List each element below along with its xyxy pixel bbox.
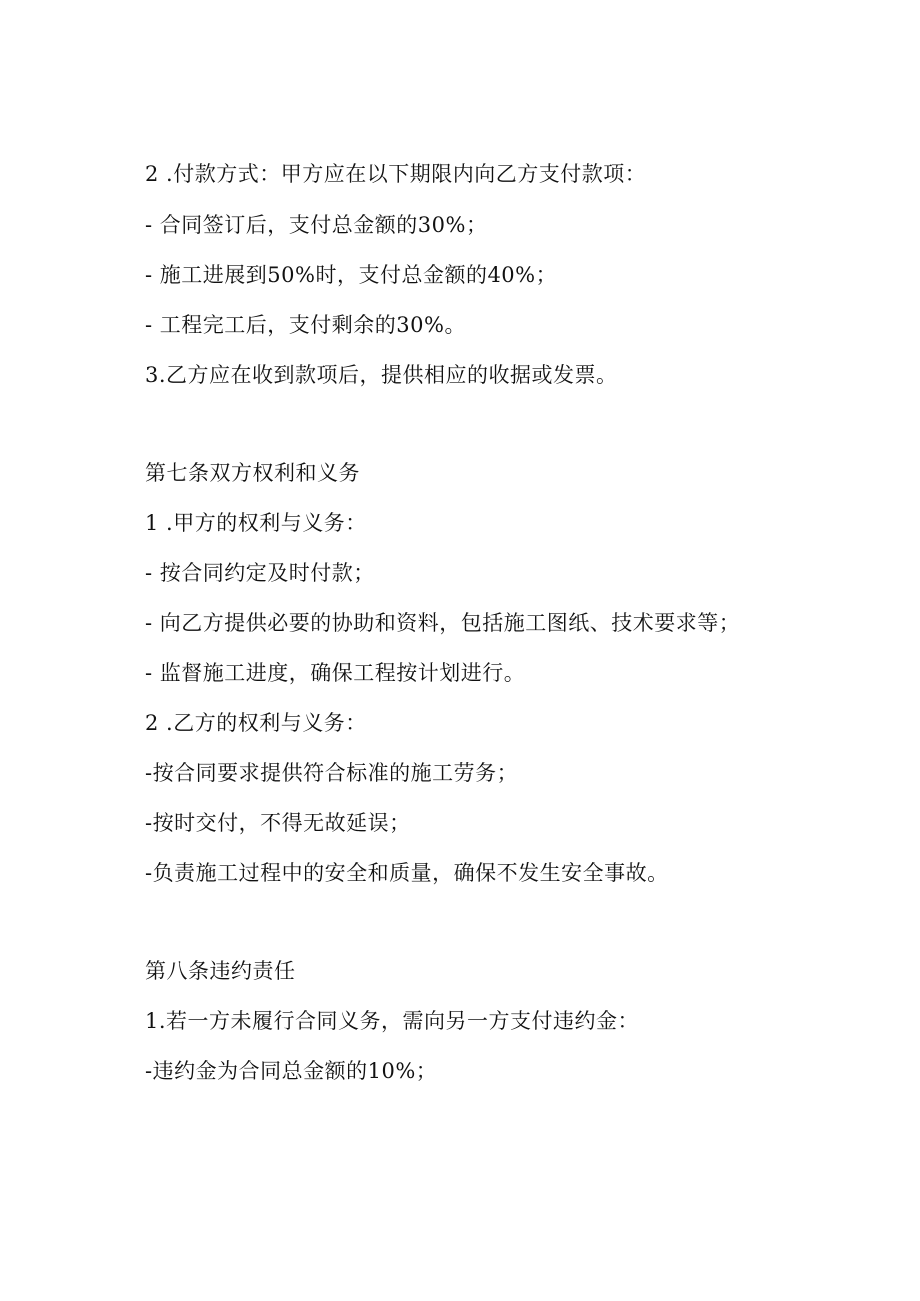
- party-b-rights-heading: 2 .乙方的权利与义务：: [145, 711, 367, 735]
- party-b-item-labor: -按合同要求提供符合标准的施工劳务；: [145, 761, 519, 785]
- party-a-rights-heading: 1 .甲方的权利与义务：: [145, 511, 367, 535]
- party-a-item-assistance: - 向乙方提供必要的协助和资料，包括施工图纸、技术要求等；: [145, 611, 741, 635]
- payment-item-completion: - 工程完工后，支付剩余的30%。: [145, 313, 466, 337]
- payment-item-progress: - 施工进展到50%时，支付总金额的40%；: [145, 263, 558, 287]
- party-b-item-delivery: -按时交付，不得无故延误；: [145, 811, 411, 835]
- payment-method-clause: 2 .付款方式：甲方应在以下期限内向乙方支付款项：: [145, 162, 647, 186]
- article-seven-heading: 第七条双方权利和义务: [145, 461, 360, 485]
- breach-clause: 1.若一方未履行合同义务，需向另一方支付违约金：: [145, 1009, 640, 1033]
- party-a-item-payment: - 按合同约定及时付款；: [145, 561, 375, 585]
- party-b-item-safety: -负责施工过程中的安全和质量，确保不发生安全事故。: [145, 861, 669, 885]
- receipt-clause: 3.乙方应在收到款项后，提供相应的收据或发票。: [145, 363, 618, 387]
- article-eight-heading: 第八条违约责任: [145, 959, 296, 983]
- payment-item-signing: - 合同签订后，支付总金额的30%；: [145, 213, 488, 237]
- party-a-item-supervision: - 监督施工进度，确保工程按计划进行。: [145, 661, 526, 685]
- penalty-item: -违约金为合同总金额的10%；: [145, 1059, 438, 1083]
